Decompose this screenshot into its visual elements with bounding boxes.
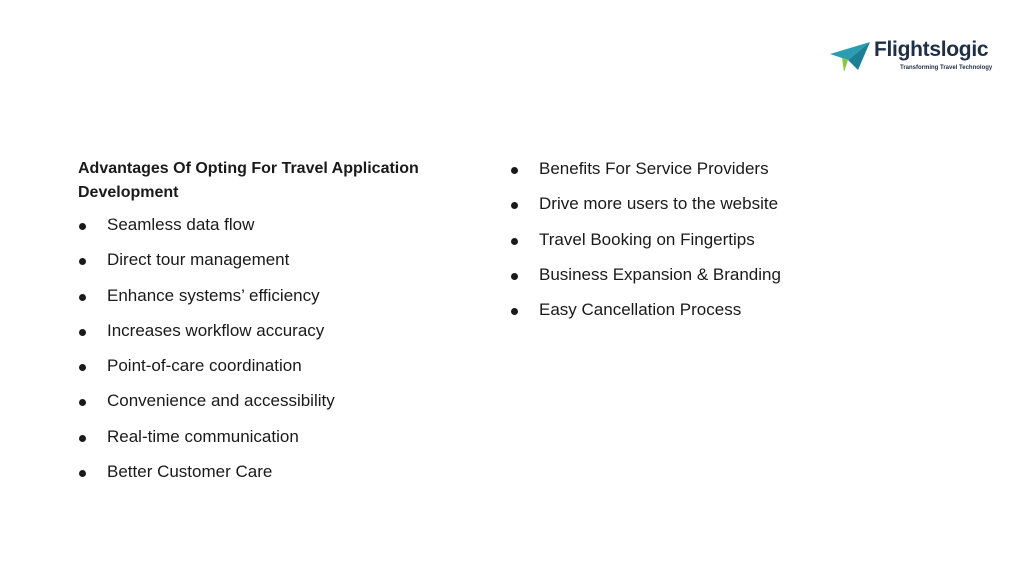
list-item-text: Travel Booking on Fingertips [539, 229, 755, 249]
list-item [510, 228, 930, 263]
bullet-icon [511, 167, 518, 174]
list-item-text: Point-of-care coordination [107, 356, 302, 376]
brand-logo [830, 38, 993, 78]
advantages-column [78, 157, 478, 495]
benefits-list [510, 157, 930, 333]
list-item [510, 263, 930, 298]
list-item-text: Easy Cancellation Process [539, 300, 742, 320]
bullet-icon [511, 202, 518, 209]
bullet-icon [79, 258, 86, 265]
list-item-text: Increases workflow accuracy [107, 320, 325, 340]
list-item-text: Seamless data flow [107, 215, 255, 234]
bullet-icon [79, 223, 86, 230]
list-item [78, 460, 478, 495]
list-item-text: Benefits For Service Providers [539, 159, 769, 178]
list-item [510, 192, 930, 227]
list-item-text: Business Expansion & Branding [539, 264, 781, 284]
list-item [78, 284, 478, 319]
advantages-list [78, 213, 478, 495]
bullet-icon [79, 399, 86, 406]
list-item-text: Better Customer Care [107, 462, 273, 482]
bullet-icon [511, 308, 518, 315]
paper-plane-icon [830, 40, 872, 74]
list-item [78, 248, 478, 283]
list-item-text: Direct tour management [107, 250, 290, 270]
list-item [78, 389, 478, 424]
brand-name: Flightslogic [874, 38, 989, 61]
benefits-column [510, 157, 930, 333]
list-item-text: Enhance systems’ efficiency [107, 285, 320, 305]
list-item [510, 298, 930, 333]
bullet-icon [511, 273, 518, 280]
section-heading: Advantages Of Opting For Travel Application Development [78, 160, 419, 201]
bullet-icon [79, 470, 86, 477]
bullet-icon [511, 238, 518, 245]
bullet-icon [79, 329, 86, 336]
list-item [78, 213, 478, 248]
list-item-text: Real-time communication [107, 426, 299, 446]
bullet-icon [79, 364, 86, 371]
brand-tagline: Transforming Travel Technology [900, 65, 993, 71]
list-item [78, 319, 478, 354]
list-item [510, 157, 930, 192]
list-item-text: Drive more users to the website [539, 194, 779, 214]
bullet-icon [79, 435, 86, 442]
list-item-text: Convenience and accessibility [107, 391, 335, 411]
list-item [78, 354, 478, 389]
bullet-icon [79, 294, 86, 301]
list-item [78, 425, 478, 460]
